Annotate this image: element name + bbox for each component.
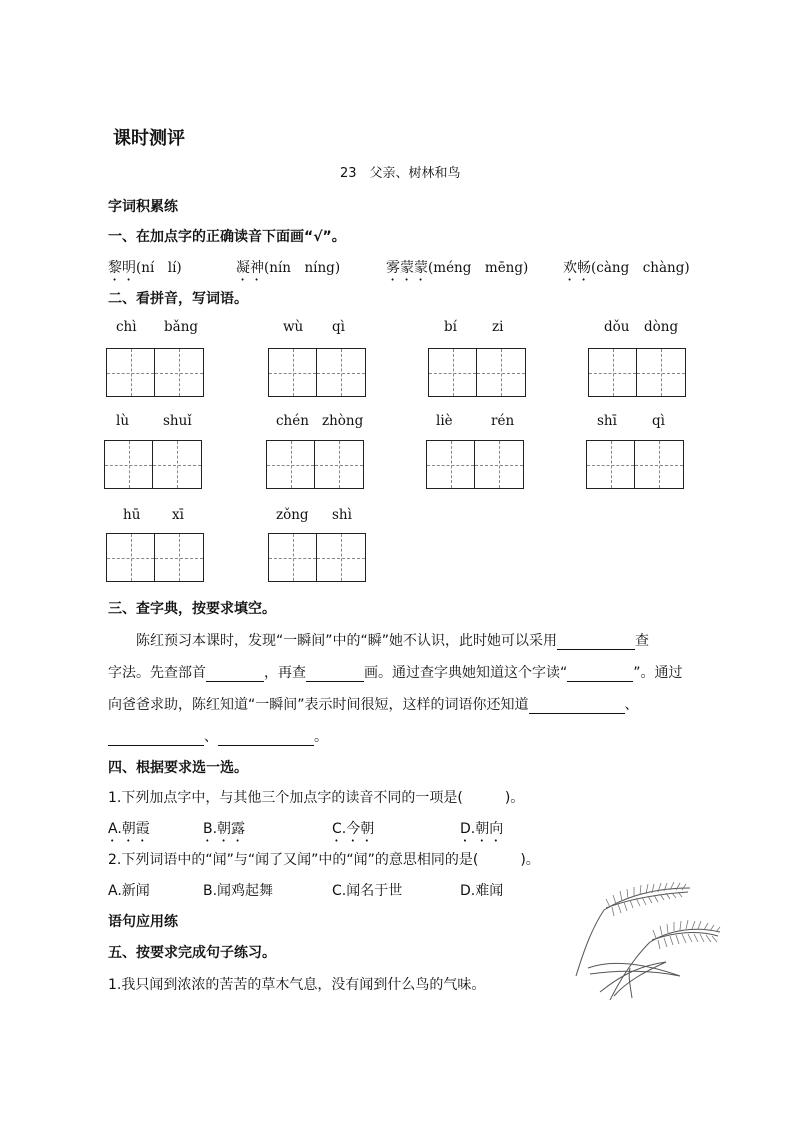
writing-grid-2[interactable] [268,348,366,397]
q2-heading: 二、看拼音，写词语。 [108,291,248,307]
q1-heading: 一、在加点字的正确读音下面画“√”。 [108,229,346,245]
q4-s2-option-d[interactable]: D.难闻 [460,883,504,899]
q3-text: ，再查 [264,665,306,681]
pinyin-6b: zhòng [322,413,364,429]
q3-text: 查 [635,633,650,649]
blank-strokes[interactable] [306,667,364,682]
q3-line-1 [136,630,649,650]
pinyin-1a: chì [116,319,137,335]
q1-word: 欢畅 [563,260,591,276]
q5-heading: 五、按要求完成句子练习。 [108,945,276,961]
pinyin-7b: rén [491,413,515,429]
blank-pinyin[interactable] [567,667,633,682]
writing-grid-3[interactable] [428,348,526,397]
lesson-title: 23 父亲、树林和鸟 [340,166,461,181]
pinyin-9a: hū [123,507,141,523]
q3-text: 向爸爸求助，陈红知道“一瞬间”表示时间很短，这样的词语你还知道 [108,697,529,713]
writing-grid-10[interactable] [268,533,366,582]
writing-grid-6[interactable] [266,440,364,489]
q4-sub-2: 2.下列词语中的“闻”与“闻了又闻”中的“闻”的意思相同的是( )。 [108,852,540,868]
q3-text: 陈红预习本课时，发现“一瞬间”中的“瞬”她不认识，此时她可以采用 [136,633,558,649]
foxtail-grass-illustration [570,880,732,1002]
q1-item-1 [108,256,182,284]
q3-text: 。 [314,729,328,745]
q3-text: ”。通过 [633,665,683,681]
q4-s1-option-b[interactable]: B.朝露 [203,821,246,837]
q1-item-4 [563,256,690,284]
q4-s2-option-a[interactable]: A.新闻 [108,883,150,899]
q1-pinyin: (càng chàng) [591,260,690,276]
q1-pinyin: (ní lí) [136,260,182,276]
blank-word-1[interactable] [529,699,625,714]
q4-s1-option-d[interactable]: D.朝向 [460,821,504,837]
q1-pinyin: (méng mēng) [428,260,529,276]
pinyin-5a: lù [116,413,130,429]
q1-word: 凝神 [236,260,264,276]
writing-grid-8[interactable] [586,440,684,489]
pinyin-2b: qì [332,319,345,335]
q1-word: 黎明 [108,260,136,276]
pinyin-1b: bǎng [164,319,199,335]
writing-grid-5[interactable] [104,440,202,489]
q3-text: 、 [624,697,639,713]
writing-grid-9[interactable] [106,533,204,582]
pinyin-3b: zi [492,319,504,335]
q1-pinyin: (nín níng) [264,260,341,276]
pinyin-10b: shì [332,507,352,523]
part2-heading: 语句应用练 [108,914,178,930]
q3-text: 字法。先查部首 [108,665,206,681]
blank-word-3[interactable] [218,731,314,746]
q3-line-2 [108,662,683,682]
blank-method[interactable] [557,635,635,650]
page-title: 课时测评 [113,128,185,149]
pinyin-10a: zǒng [276,507,309,523]
pinyin-8b: qì [652,413,665,429]
pinyin-4b: dòng [644,319,679,335]
pinyin-9b: xī [172,507,184,523]
q3-text: 画。通过查字典她知道这个字读“ [364,665,568,681]
pinyin-3a: bí [444,319,457,335]
pinyin-2a: wù [283,319,304,335]
q4-s2-option-c[interactable]: C.闻名于世 [332,883,403,899]
blank-word-2[interactable] [108,731,204,746]
q5-sub-1: 1.我只闻到浓浓的苦苦的草木气息，没有闻到什么鸟的气味。 [108,977,486,993]
writing-grid-7[interactable] [426,440,524,489]
pinyin-5b: shuǐ [163,413,192,429]
writing-grid-4[interactable] [588,348,686,397]
q3-line-3 [108,694,639,714]
q1-item-2 [236,256,340,284]
pinyin-8a: shī [597,413,617,429]
q3-line-4 [108,726,328,746]
q4-s1-option-a[interactable]: A.朝霞 [108,821,150,837]
writing-grid-1[interactable] [106,348,204,397]
part1-heading: 字词积累练 [108,199,178,215]
pinyin-7a: liè [436,413,453,429]
q3-heading: 三、查字典，按要求填空。 [108,601,276,617]
q1-item-3 [386,256,528,284]
q4-s1-option-c[interactable]: C.今朝 [332,821,375,837]
blank-radical[interactable] [206,667,264,682]
q4-heading: 四、根据要求选一选。 [108,760,248,776]
q1-word: 雾蒙蒙 [386,260,428,276]
pinyin-6a: chén [276,413,309,429]
q4-sub-1: 1.下列加点字中，与其他三个加点字的读音不同的一项是( )。 [108,790,525,806]
pinyin-4a: dǒu [604,319,630,335]
q3-text: 、 [204,729,218,745]
q4-s2-option-b[interactable]: B.闻鸡起舞 [203,883,274,899]
